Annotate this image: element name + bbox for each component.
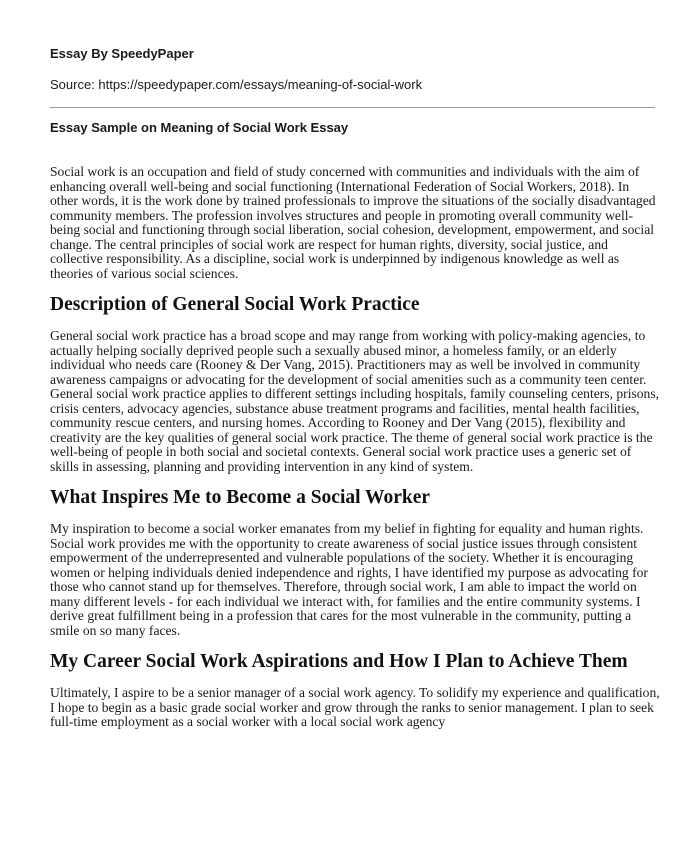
essay-title: Essay Sample on Meaning of Social Work Essay bbox=[50, 120, 349, 135]
section-heading-aspirations: My Career Social Work Aspirations and How I Plan to Achieve Them bbox=[50, 651, 628, 672]
source-line: Source: https://speedypaper.com/essays/meaning-of-social-work bbox=[50, 77, 423, 92]
header-divider bbox=[50, 107, 655, 108]
section-heading-general-practice: Description of General Social Work Practice bbox=[50, 294, 420, 315]
site-title: Essay By SpeedyPaper bbox=[50, 46, 194, 61]
section-heading-inspiration: What Inspires Me to Become a Social Worker bbox=[50, 487, 431, 508]
section-paragraph-general-practice: General social work practice has a broad scope and may range from working with policy-making agencies, to actually helping socially deprived people such a sexually abused minor, a homeless family, or an elderly individual who needs care (Rooney & Der Vang, 2015). Practitioners may as well be involved in community awareness campaigns or advocating for the development of social amenities such as a community teen center. General social work practice applies to different settings including hospitals, family counseling centers, prisons, crisis centers, advocacy agencies, substance abuse treatment programs and facilities, mental health facilities, community rescue centers, and nursing homes. According to Rooney and Der Vang (2015), flexibility and creativity are the key qualities of general social work practice. The theme of general social work practice is the well-being of people in both social and societal contexts. General social work practice uses a generic set of skills in assessing, planning and providing intervention in any kind of system. bbox=[50, 328, 660, 474]
section-paragraph-inspiration: My inspiration to become a social worker emanates from my belief in fighting for equality and human rights. Social work provides me with the opportunity to create awareness of social justice issues through consistent empowerment of the underrepresented and vulnerable populations of the society. Whether it is encouraging women or helping individuals denied independence and rights, I have identified my purpose as advocating for those who cannot stand up for themselves. Therefore, through social work, I am able to impact the world on many different levels - for each individual we interact with, for families and the entire community systems. I derive great fulfillment being in a profession that cares for the most vulnerable in the community, putting a smile on so many faces. bbox=[50, 521, 648, 638]
document-header bbox=[50, 46, 655, 93]
section-paragraph-aspirations: Ultimately, I aspire to be a senior manager of a social work agency. To solidify my experience and qualification, I hope to begin as a basic grade social worker and grow through the ranks to senior management. I plan to seek full-time employment as a social worker with a local social work agency bbox=[50, 685, 660, 729]
essay-body bbox=[50, 165, 660, 730]
intro-paragraph: Social work is an occupation and field of study concerned with communities and individuals with the aim of enhancing overall well-being and social functioning (International Federation of Social Workers, 2018). In other words, it is the work done by trained professionals to improve the situations of the socially disadvantaged community members. The profession involves structures and people in promoting overall community well-being social and functioning through social liberation, social cohesion, development, empowerment, and social change. The central principles of social work are respect for human rights, diversity, social justice, and collective responsibility. As a discipline, social work is underpinned by indigenous knowledge as well as theories of various social sciences. bbox=[50, 164, 656, 281]
